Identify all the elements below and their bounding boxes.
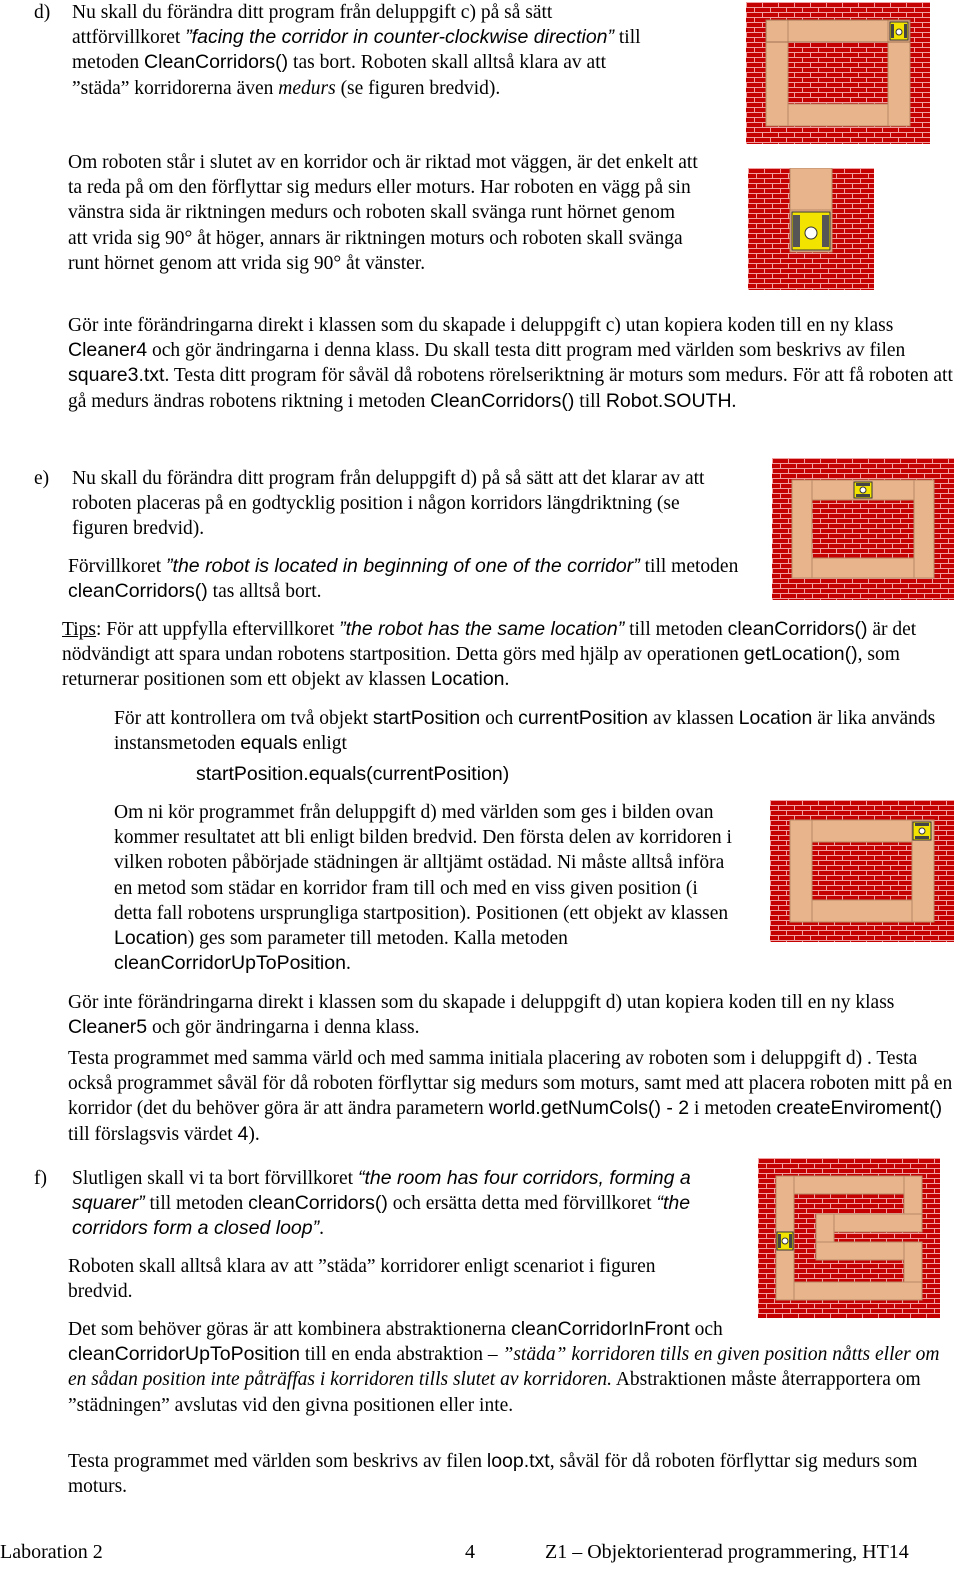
text-run: (se figuren bredvid). [335, 77, 501, 99]
text-run: och [689, 1319, 723, 1340]
text-run: Nu skall du förändra ditt program från deluppgift c) på så sätt att [72, 2, 553, 49]
text-run: Testa programmet med samma värld och med samma initiala placering av roboten som i deluppgift d) . Testa också programmet såväl för då roboten förflyttar sig medurs som moturs, samt med att placera roboten mitt på en korridor (det du behöver göra är att ändra parametern [68, 1048, 953, 1120]
text-run: och gör ändringarna i denna klass. [147, 1017, 420, 1039]
robot-icon [854, 482, 872, 498]
paragraph-e1: Nu skall du förändra ditt program från deluppgift d) på så sätt att det klarar av att roboten placeras på en godtycklig position i någon korridors längdriktning (se figuren bredvid). [72, 468, 705, 540]
text-run: Gör inte förändringarna direkt i klassen som du skapade i deluppgift c) utan kopiera koden till en ny klass [68, 315, 894, 336]
text-run: till förslagsvis värdet [68, 1123, 238, 1145]
paragraph-f1 [72, 1166, 712, 1242]
code-term: square3.txt [68, 364, 165, 387]
footer-right: Z1 – Objektorienterad programmering, HT14 [545, 1541, 909, 1563]
code-term: CleanCorridors() [430, 389, 575, 412]
corridor-end-closeup-drawing [748, 168, 874, 290]
paragraph-f3 [68, 1317, 956, 1418]
paragraph-d1 [72, 0, 657, 101]
text-run: och [480, 708, 519, 729]
code-term: ”the robot has the same location” [339, 618, 625, 640]
text-run: enligt [297, 733, 347, 755]
text-run: till metoden [624, 619, 728, 640]
code-term: Robot.SOUTH [605, 389, 732, 412]
text-run: tas alltså bort. [207, 581, 322, 603]
text-run: och gör ändringarna i denna klass. Du skall testa ditt program med världen som beskrivs av filen [147, 340, 906, 362]
text-run: Om ni kör programmet från deluppgift d) med världen som ges i bilden ovan kommer resultatet att bli enligt bilden bredvid. Den första delen av korridoren i vilken roboten påbörjade städningen är alltjämt ostädad. Ni måste alltså införa en metod som städar en korridor fram till och med en viss given position (i detta fall robotens ursprungliga startposition). Positionen (ett objekt av klassen [114, 802, 732, 924]
robot-icon [777, 1232, 793, 1250]
text-run: Det som behöver göras är att kombinera abstraktionerna [68, 1319, 511, 1340]
text-run: ) ges som parameter till metoden. Kalla metoden [187, 928, 568, 950]
paragraph-e5 [68, 990, 956, 1040]
text-run: till metoden [639, 556, 739, 577]
code-term: cleanCorridorUpToPosition [114, 952, 346, 975]
text-run: Förvillkoret [68, 556, 167, 577]
text-run: i metoden [689, 1098, 777, 1120]
paragraph-e4 [114, 800, 734, 976]
text-run: . Testa ditt program för såväl då robotens rörelseriktning är moturs som medurs. För att få roboten att gå medurs ändras robotens riktning i metoden [68, 365, 953, 412]
text-run: medurs [278, 77, 336, 99]
footer-left: Laboration 2 [0, 1541, 103, 1563]
robot-icon [913, 822, 931, 840]
code-term: cleanCorridors() [248, 1192, 388, 1215]
section-label-d: d) [34, 2, 51, 23]
section-label-e: e) [34, 468, 50, 489]
figure-square-world-arbitrary-start [772, 458, 954, 600]
text-run: tas bort. Roboten skall alltså klara av att ”städa” korridorerna även [72, 52, 607, 99]
tips-label: Tips [62, 619, 96, 640]
loop-world-drawing [758, 1158, 940, 1318]
code-term: loop.txt [486, 1450, 550, 1472]
text-run: Testa programmet med världen som beskrivs av filen [68, 1451, 487, 1472]
code-term: currentPosition [518, 707, 649, 729]
paragraph-d3 [68, 313, 956, 414]
code-term: world.getNumCols() - 2 [488, 1097, 690, 1120]
text-run: , som returnerar positionen som ett objekt av klassen [62, 644, 900, 691]
code-term: cleanCorridors() [727, 618, 868, 640]
code-term: Location [738, 707, 813, 729]
code-term: Cleaner5 [68, 1016, 148, 1039]
square-world-result-drawing [770, 800, 954, 942]
robot-icon [890, 22, 908, 40]
text-run: till en enda abstraktion – [299, 1344, 503, 1366]
code-term: ”the robot is located in beginning of one of the corridor” [166, 555, 640, 577]
text-run: För att kontrollera om två objekt [114, 708, 373, 729]
text-run: ). [248, 1123, 260, 1145]
paragraph-e6 [68, 1046, 956, 1147]
text-run: . [504, 669, 510, 691]
text-run: förvillkoret [91, 27, 186, 49]
text-run: till metoden [72, 27, 641, 74]
code-term: createEnviroment() [776, 1097, 943, 1120]
text-run: är det nödvändigt att spara undan robotens startposition. Detta görs med hjälp av operationen [62, 619, 917, 666]
figure-loop-world [758, 1158, 940, 1318]
code-term: Cleaner4 [68, 339, 148, 362]
figure-square-world-clockwise [746, 2, 930, 144]
text-run: Gör inte förändringarna direkt i klassen som du skapade i deluppgift d) utan kopiera koden till en ny klass [68, 992, 895, 1013]
code-term: Location [114, 927, 188, 950]
text-run: . [731, 390, 737, 412]
square-world-clockwise-drawing [746, 2, 930, 144]
figure-corridor-end-closeup [748, 168, 874, 290]
code-term: equals [240, 732, 298, 755]
square-world-arbitrary-start-drawing [772, 458, 954, 600]
section-label-f: f) [34, 1168, 47, 1189]
text-run: Slutligen skall vi ta bort förvillkoret [72, 1168, 358, 1189]
paragraph-d2: Om roboten står i slutet av en korridor och är riktad mot väggen, är det enkelt att ta reda på om den förflyttar sig medurs eller moturs. Har roboten en vägg på sin vänstra sida är riktningen medurs och roboten skall svänga runt hörnet genom att vrida sig 90° åt höger, annars är riktningen moturs och roboten skall svänga runt hörnet genom att vrida sig 90° åt vänster. [68, 152, 698, 274]
text-run: ”städa” korridoren tills en given position nåtts eller om en sådan position inte påträffas i korridoren tills slutet av korridoren. [68, 1344, 940, 1391]
text-run: : För att uppfylla eftervillkoret [95, 619, 340, 640]
text-run: Abstraktionen måste återrapportera om ”städningen” avslutas vid den givna positionen eller inte. [68, 1369, 921, 1416]
text-run: . [345, 953, 351, 975]
code-term: cleanCorridorUpToPosition [68, 1343, 300, 1366]
figure-square-world-result [770, 800, 954, 942]
robot-icon [792, 212, 830, 250]
text-run: av klassen [648, 708, 739, 729]
code-term: cleanCorridorInFront [510, 1318, 690, 1340]
code-line-equals: startPosition.equals(currentPosition) [196, 763, 510, 785]
code-term: getLocation() [743, 643, 858, 666]
code-term: 4 [237, 1122, 249, 1145]
paragraph-f4 [68, 1449, 956, 1499]
code-term: startPosition [372, 707, 481, 729]
paragraph-e3 [114, 706, 960, 756]
code-term: ”facing the corridor in counter-clockwise direction” [185, 26, 615, 49]
tips-text [62, 619, 916, 690]
code-term: “the corridors form a closed loop” [72, 1192, 691, 1240]
paragraph-f2: Roboten skall alltså klara av att ”städa” korridorer enligt scenariot i figuren bredvid. [68, 1256, 656, 1303]
paragraph-tips [62, 617, 958, 693]
text-run: . [319, 1218, 324, 1240]
text-run: är lika används instansmetoden [114, 708, 936, 755]
text-run: och ersätta detta med förvillkoret [387, 1193, 657, 1215]
code-term: “the room has four corridors, forming a squarer” [72, 1167, 691, 1215]
code-term: Location [430, 668, 505, 691]
text-run: till metoden [144, 1193, 249, 1215]
text-run: , såväl för då roboten förflyttar sig medurs som moturs. [68, 1451, 918, 1498]
text-run: till [574, 390, 606, 412]
code-term: cleanCorridors() [68, 580, 208, 603]
paragraph-e2 [68, 554, 758, 604]
code-term: CleanCorridors() [144, 51, 289, 74]
footer-page-number: 4 [465, 1541, 475, 1563]
